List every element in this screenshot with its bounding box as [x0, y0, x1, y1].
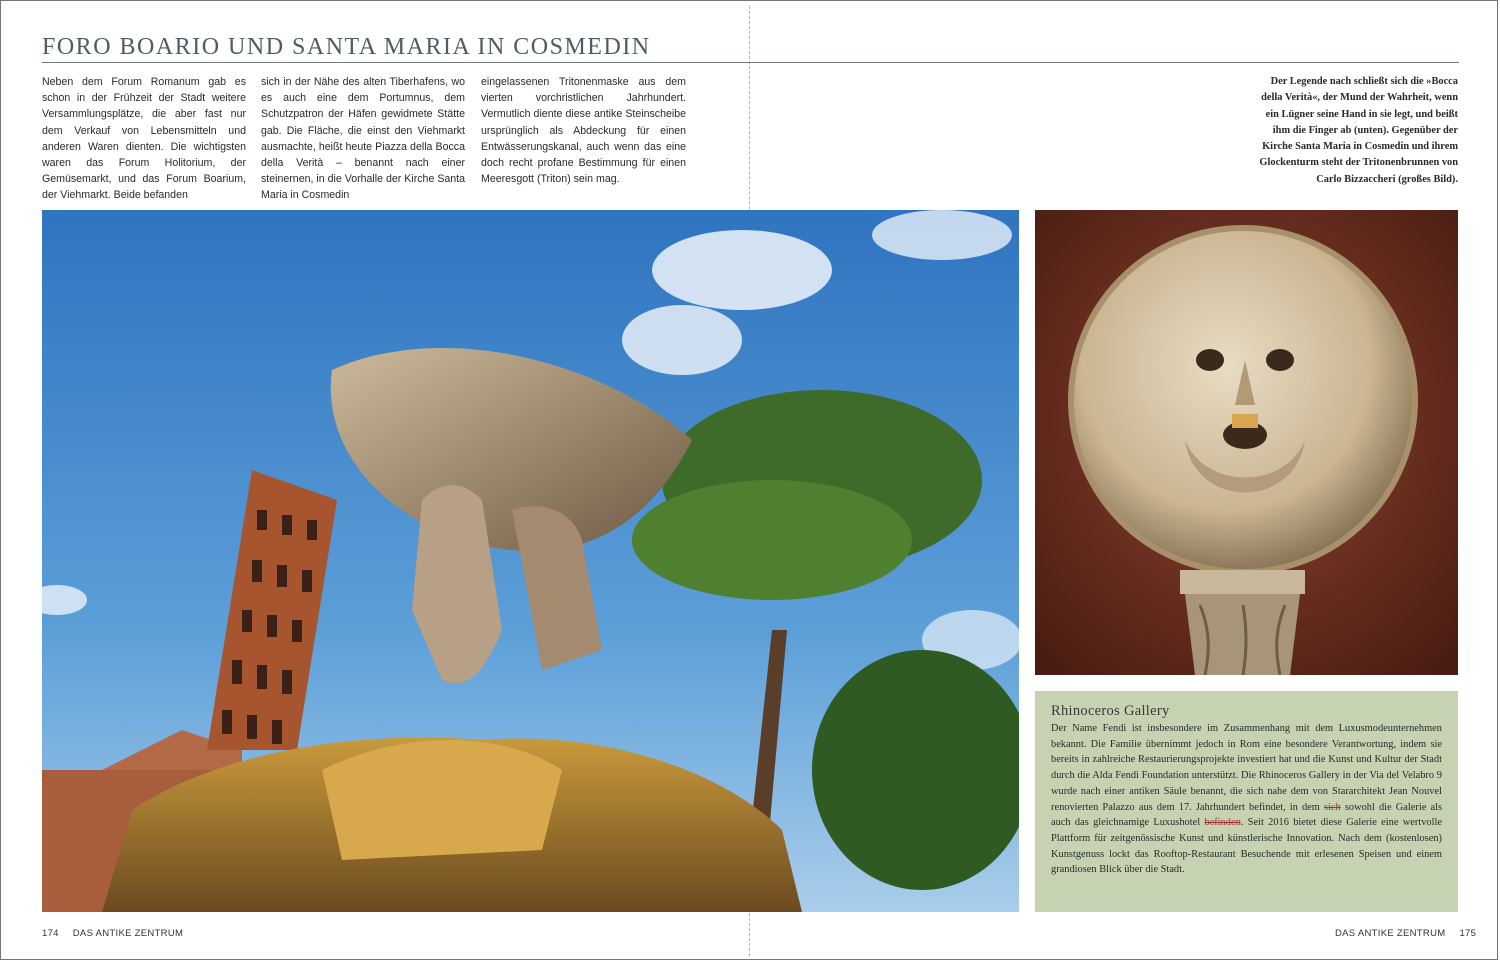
infobox-text-part-3: . Seit 2016 bietet diese Galerie eine wertvolle Plattform für zeitgenössische Kunst und künstlerische Innovation. Nach dem (kostenlosen) Kunstgenuss lockt das Rooftop-Restaurant Besuchende mit erlesenen Speisen und einem grandiosen Blick über die Stadt. — [1051, 817, 1442, 876]
footer-left — [42, 928, 183, 939]
body-column-1: Neben dem Forum Romanum gab es schon in der Frühzeit der Stadt weitere Versammlungsplätze, die aber fast nur dem Verkauf von Lebensmitteln und anderen Waren dienten. Die wichtigsten waren das Forum Holitorium, der Gemüsemarkt, und das Forum Boarium, der Viehmarkt. Beide befanden — [42, 76, 246, 202]
infobox-text-part-2: sowohl die Galerie als auch das gleichnamige Luxushotel — [1051, 801, 1442, 829]
page-number-left: 174 — [42, 928, 59, 939]
body-column-2: sich in der Nähe des alten Tiberhafens, wo es auch eine dem Portumnus, dem Schutzpatron der Häfen gewidmete Stätte gab. Die Fläche, die einst den Viehmarkt ausmachte, heißt heute Piazza della Bocca della Verità – benannt nach einer steinernen, in die Vorhalle der Kirche Santa Maria in Cosmedin — [261, 76, 465, 202]
photo-caption: Der Legende nach schließt sich die »Bocca della Verità«, der Mund der Wahrheit, wenn ein Lügner seine Hand in sie legt, und beißt ihm die Finger ab (unten). Gegenüber der Kirche Santa Maria in Cosmedin und ihrem Glockenturm steht der Tritonenbrunnen von Carlo Bizzaccheri (großes Bild). — [1259, 76, 1458, 185]
running-head-left: DAS ANTIKE ZENTRUM — [72, 928, 184, 939]
infobox-text-part-1: Der Name Fendi ist insbesondere im Zusammenhang mit dem Luxusmodeunternehmen bekannt. Die Familie übernimmt jedoch in Rom eine besondere Verantwortung, indem sie bereits in zahlreiche Restaurierungsprojekte investiert hat und die Kunst und Kultur der Stadt durch die Alda Fendi Foundation unterstützt. Die Rhinoceros Gallery in der Via del Velabro 9 wurde nach einer antiken Säule benannt, die sich nahe dem von Stararchitekt Jean Nouvel renovierten Palazzo aus dem 17. Jahrhundert befindet, in dem — [1051, 723, 1442, 813]
infobox-body — [1051, 721, 1442, 878]
bocca-della-verita-photo — [1035, 210, 1458, 675]
infobox-title: Rhinoceros Gallery — [1051, 703, 1170, 719]
infobox-struck-word-2: befinden — [1204, 817, 1241, 829]
infobox-struck-word-1: sich — [1323, 801, 1341, 813]
body-column-3: eingelassenen Tritonenmaske aus dem vierten vorchristlichen Jahrhundert. Vermutlich diente diese antike Steinscheibe ursprünglich als Abdeckung für einen Entwässerungskanal, auch wenn das eine doch recht profane Bestimmung für einen Meeresgott (Triton) sein mag. — [481, 76, 686, 186]
footer-right — [1335, 928, 1476, 939]
title-rule — [42, 62, 1459, 63]
chapter-title: FORO BOARIO UND SANTA MARIA IN COSMEDIN — [42, 34, 651, 60]
running-head-right: DAS ANTIKE ZENTRUM — [1335, 928, 1446, 939]
page-number-right: 175 — [1459, 928, 1477, 939]
rhinoceros-gallery-infobox — [1035, 691, 1458, 912]
triton-fountain-photo — [42, 210, 1019, 912]
